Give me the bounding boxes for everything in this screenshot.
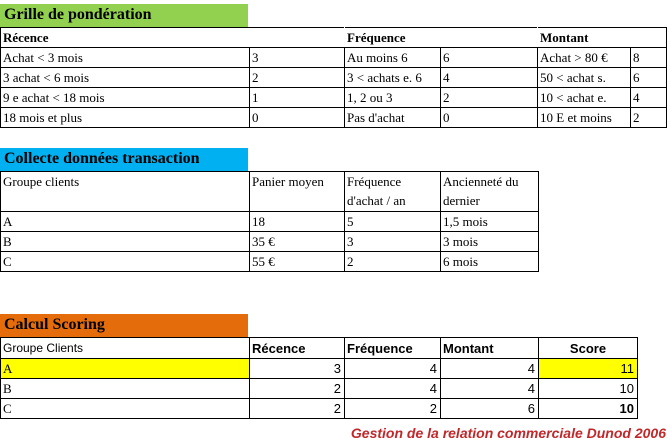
table-row-highlighted <box>1 359 638 379</box>
montant-cell: 4 <box>441 359 539 379</box>
section-title-grille: Grille de pondération <box>0 4 248 27</box>
recence-criterion: 9 e achat < 18 mois <box>1 88 250 108</box>
frequence-criterion: 1, 2 ou 3 <box>345 88 441 108</box>
header-score: Score <box>539 338 638 359</box>
anciennete-cell: 6 mois <box>441 252 539 272</box>
table-row <box>1 399 638 419</box>
frequence-points: 4 <box>441 68 538 88</box>
section-title-collecte: Collecte données transaction <box>0 148 248 171</box>
weighting-grid-table <box>0 27 667 128</box>
montant-criterion: 50 < achat s. <box>538 68 631 88</box>
table-row <box>1 108 667 128</box>
frequence-cell: 3 <box>345 232 441 252</box>
table-row <box>1 379 638 399</box>
groupe-cell: B <box>1 232 250 252</box>
header-montant: Montant <box>538 28 667 48</box>
recence-points: 2 <box>250 68 345 88</box>
montant-cell: 6 <box>441 399 539 419</box>
panier-cell: 18 <box>250 212 345 232</box>
panier-cell: 35 € <box>250 232 345 252</box>
scoring-table <box>0 337 638 419</box>
table-row <box>1 232 539 252</box>
recence-criterion: 3 achat < 6 mois <box>1 68 250 88</box>
table-row <box>1 68 667 88</box>
table-row <box>1 88 667 108</box>
table-row <box>1 212 539 232</box>
frequence-criterion: 3 < achats e. 6 <box>345 68 441 88</box>
header-recence: Récence <box>250 338 345 359</box>
recence-cell: 2 <box>250 379 345 399</box>
header-frequence: Fréquence <box>345 338 441 359</box>
recence-cell: 2 <box>250 399 345 419</box>
groupe-cell: A <box>1 359 250 379</box>
montant-points: 2 <box>631 108 667 128</box>
recence-points: 1 <box>250 88 345 108</box>
frequence-cell: 5 <box>345 212 441 232</box>
groupe-cell: C <box>1 252 250 272</box>
frequence-cell: 2 <box>345 252 441 272</box>
table-row <box>1 48 667 68</box>
montant-criterion: 10 E et moins <box>538 108 631 128</box>
frequence-cell: 4 <box>345 359 441 379</box>
montant-points: 6 <box>631 68 667 88</box>
montant-points: 4 <box>631 88 667 108</box>
header-frequence: Fréquence <box>345 28 538 48</box>
anciennete-cell: 3 mois <box>441 232 539 252</box>
frequence-criterion: Au moins 6 <box>345 48 441 68</box>
header-montant: Montant <box>441 338 539 359</box>
anciennete-cell: 1,5 mois <box>441 212 539 232</box>
panier-cell: 55 € <box>250 252 345 272</box>
frequence-criterion: Pas d'achat <box>345 108 441 128</box>
montant-cell: 4 <box>441 379 539 399</box>
header-recence: Récence <box>1 28 345 48</box>
groupe-cell: A <box>1 212 250 232</box>
header-groupe-clients: Groupe clients <box>1 172 250 212</box>
header-frequence-achat: Fréquence d'achat / an <box>345 172 441 212</box>
montant-points: 8 <box>631 48 667 68</box>
score-cell: 11 <box>539 359 638 379</box>
groupe-cell: C <box>1 399 250 419</box>
footer-credit: Gestion de la relation commerciale Dunod 2006 <box>350 425 666 441</box>
recence-criterion: 18 mois et plus <box>1 108 250 128</box>
frequence-points: 6 <box>441 48 538 68</box>
score-cell: 10 <box>539 379 638 399</box>
frequence-cell: 2 <box>345 399 441 419</box>
recence-criterion: Achat < 3 mois <box>1 48 250 68</box>
section-title-scoring: Calcul Scoring <box>0 314 248 337</box>
header-anciennete: Ancienneté du dernier <box>441 172 539 212</box>
recence-points: 0 <box>250 108 345 128</box>
recence-points: 3 <box>250 48 345 68</box>
score-cell: 10 <box>539 399 638 419</box>
montant-criterion: Achat > 80 € <box>538 48 631 68</box>
table-row <box>1 252 539 272</box>
recence-cell: 3 <box>250 359 345 379</box>
transaction-data-table <box>0 171 539 272</box>
frequence-points: 2 <box>441 88 538 108</box>
header-panier-moyen: Panier moyen <box>250 172 345 212</box>
frequence-points: 0 <box>441 108 538 128</box>
groupe-cell: B <box>1 379 250 399</box>
frequence-cell: 4 <box>345 379 441 399</box>
header-groupe-clients: Groupe Clients <box>1 338 250 359</box>
montant-criterion: 10 < achat e. <box>538 88 631 108</box>
